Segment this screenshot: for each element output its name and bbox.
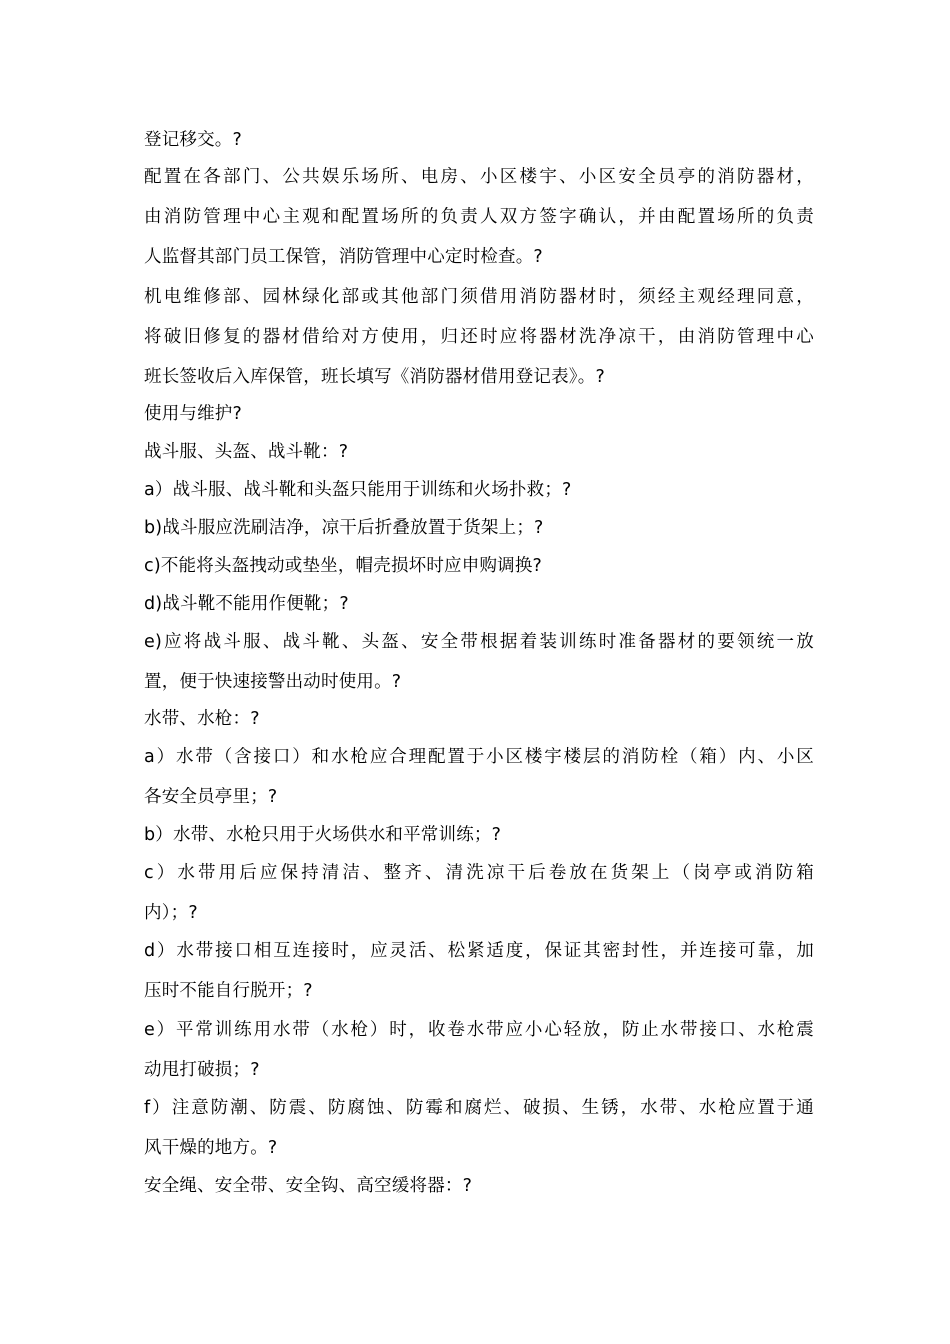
- list-item: d)战斗靴不能用作便靴；?: [144, 594, 349, 614]
- list-item: e）平常训练用水带（水枪）时，收卷水带应小心轻放，防止水带接口、水枪震: [144, 1020, 814, 1040]
- subsection-heading: 安全绳、安全带、安全钩、高空缓将器：?: [144, 1176, 473, 1196]
- text-line: 将破旧修复的器材借给对方使用，归还时应将器材洗净凉干，由消防管理中心: [144, 327, 814, 347]
- list-item: a）战斗服、战斗靴和头盔只能用于训练和火场扑救；?: [144, 480, 572, 500]
- text-line: 由消防管理中心主观和配置场所的负责人双方签字确认，并由配置场所的负责: [144, 207, 814, 227]
- list-item: b）水带、水枪只用于火场供水和平常训练；?: [144, 825, 502, 845]
- list-item-continuation: 各安全员亭里；?: [144, 787, 278, 807]
- list-item: b)战斗服应洗刷洁净，凉干后折叠放置于货架上；?: [144, 518, 544, 538]
- list-item: c）水带用后应保持清洁、整齐、清洗凉干后卷放在货架上（岗亭或消防箱: [144, 863, 814, 883]
- list-item-continuation: 风干燥的地方。?: [144, 1138, 278, 1158]
- list-item-continuation: 内）；?: [144, 903, 198, 923]
- list-item: a）水带（含接口）和水枪应合理配置于小区楼宇楼层的消防栓（箱）内、小区: [144, 747, 814, 767]
- text-line: 人监督其部门员工保管，消防管理中心定时检查。?: [144, 247, 543, 267]
- text-line: 机电维修部、园林绿化部或其他部门须借用消防器材时，须经主观经理同意，: [144, 287, 814, 307]
- list-item: c)不能将头盔拽动或垫坐，帽壳损坏时应申购调换?: [144, 556, 543, 576]
- text-line: 班长签收后入库保管，班长填写《消防器材借用登记表》。?: [144, 367, 605, 387]
- list-item-continuation: 动甩打破损；?: [144, 1060, 260, 1080]
- text-line: 登记移交。?: [144, 130, 242, 150]
- list-item-continuation: 置，便于快速接警出动时使用。?: [144, 672, 402, 692]
- list-item: f）注意防潮、防震、防腐蚀、防霉和腐烂、破损、生锈，水带、水枪应置于通: [144, 1098, 814, 1118]
- subsection-heading: 战斗服、头盔、战斗靴：?: [144, 442, 349, 462]
- list-item-continuation: 压时不能自行脱开；?: [144, 981, 313, 1001]
- subsection-heading: 水带、水枪：?: [144, 709, 260, 729]
- section-heading: 使用与维护?: [144, 404, 242, 424]
- text-line: 配置在各部门、公共娱乐场所、电房、小区楼宇、小区安全员亭的消防器材，: [144, 167, 814, 187]
- list-item: d）水带接口相互连接时，应灵活、松紧适度，保证其密封性，并连接可靠，加: [144, 941, 814, 961]
- list-item: e)应将战斗服、战斗靴、头盔、安全带根据着装训练时准备器材的要领统一放: [144, 632, 814, 652]
